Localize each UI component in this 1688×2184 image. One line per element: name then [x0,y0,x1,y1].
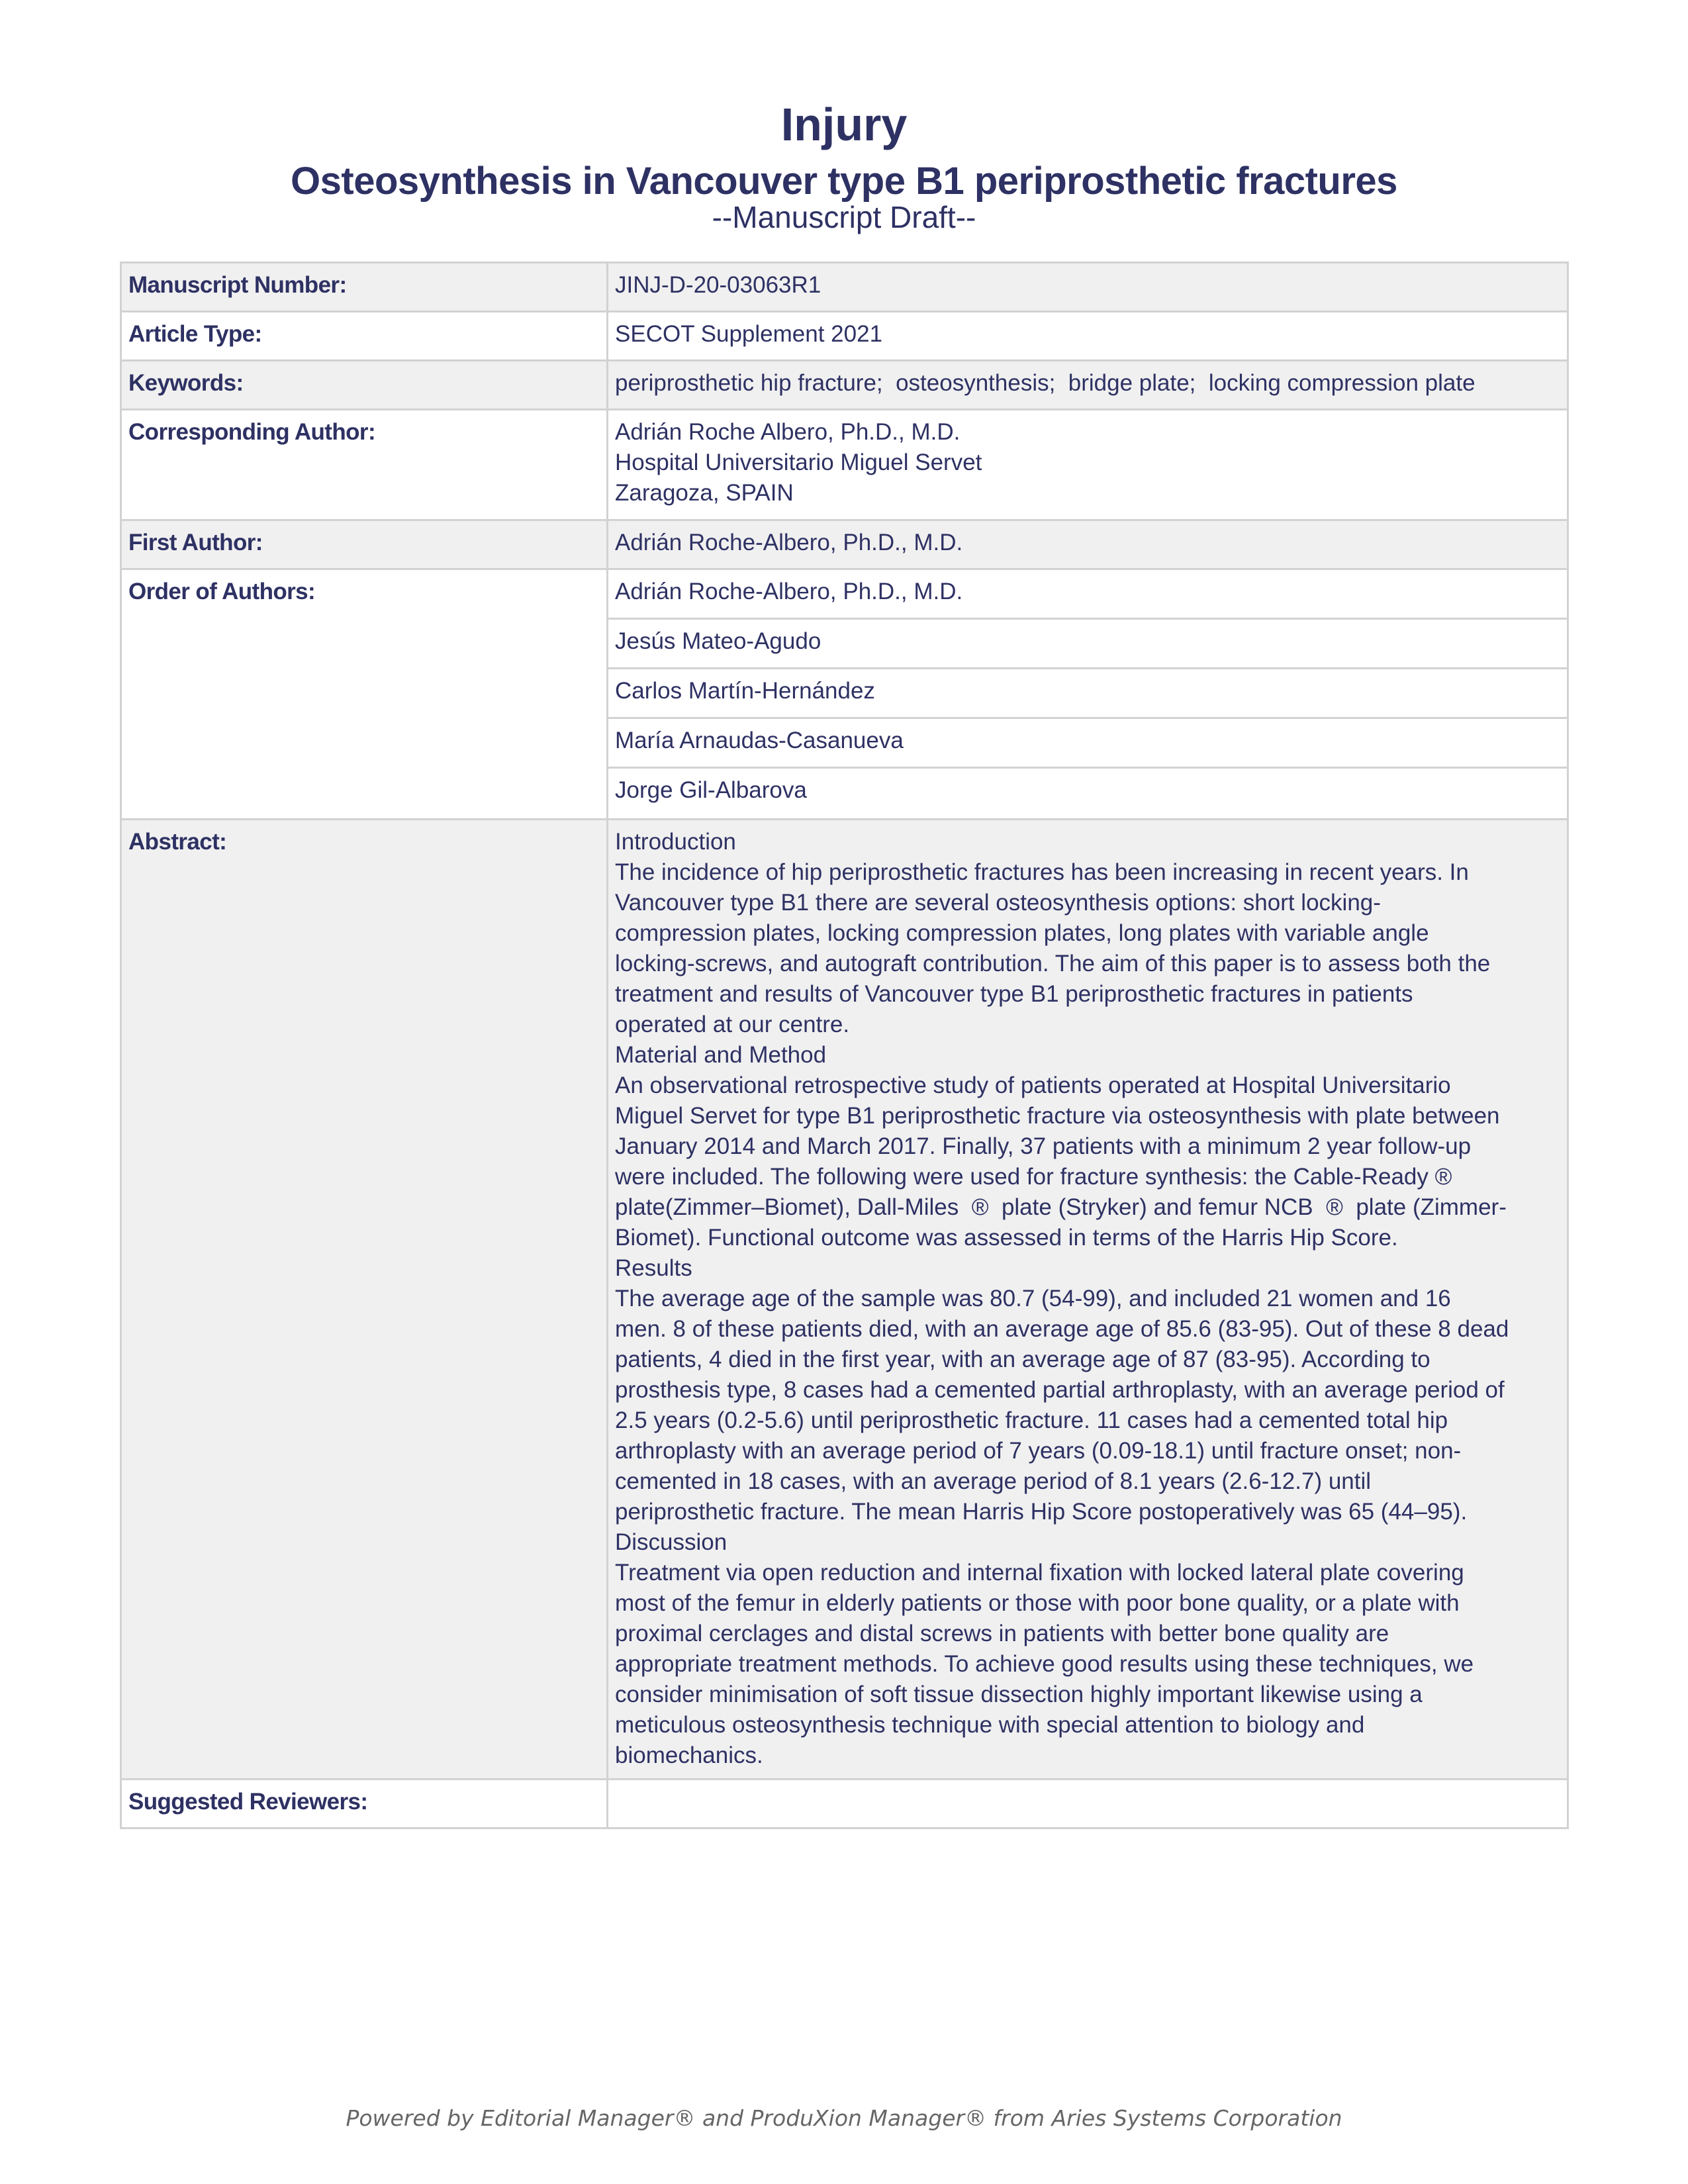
abstract-heading-discussion: Discussion [615,1529,727,1555]
label-suggested-reviewers: Suggested Reviewers: [121,1780,608,1828]
abstract-line: appropriate treatment methods. To achieve good results using these techniques, we [615,1651,1474,1677]
abstract-line: Biomet). Functional outcome was assessed in terms of the Harris Hip Score. [615,1225,1398,1251]
label-keywords: Keywords: [121,361,608,410]
author-item: Jesús Mateo-Agudo [608,620,1567,669]
footer-powered-by: Powered by Editorial Manager® and ProduXion Manager® from Aries Systems Corporation [346,2105,1342,2131]
abstract-line: men. 8 of these patients died, with an average age of 85.6 (83-95). Out of these 8 dead [615,1316,1509,1342]
value-article-type: SECOT Supplement 2021 [608,312,1568,361]
abstract-line: treatment and results of Vancouver type B1 periprosthetic fractures in patients [615,981,1413,1007]
author-item: Adrián Roche-Albero, Ph.D., M.D. [608,570,1567,620]
abstract-heading-introduction: Introduction [615,829,736,855]
abstract-heading-material-method: Material and Method [615,1042,827,1068]
abstract-line: The average age of the sample was 80.7 (54-99), and included 21 women and 16 [615,1286,1451,1311]
value-abstract [608,820,1568,1780]
row-keywords [121,361,1568,410]
abstract-line: The incidence of hip periprosthetic fractures has been increasing in recent years. In [615,859,1469,885]
label-article-type: Article Type: [121,312,608,361]
abstract-line: locking-screws, and autograft contribution. The aim of this paper is to assess both the [615,951,1491,976]
row-manuscript-number [121,263,1568,312]
abstract-heading-results: Results [615,1255,692,1281]
row-suggested-reviewers [121,1780,1568,1828]
abstract-line: were included. The following were used for fracture synthesis: the Cable-Ready ® [615,1164,1452,1190]
value-first-author: Adrián Roche-Albero, Ph.D., M.D. [608,520,1568,569]
abstract-line: 2.5 years (0.2-5.6) until periprosthetic fracture. 11 cases had a cemented total hip [615,1407,1448,1433]
label-first-author: First Author: [121,520,608,569]
author-list [608,570,1567,818]
corresponding-author-location: Zaragoza, SPAIN [615,480,794,506]
row-first-author [121,520,1568,569]
abstract-line: prosthesis type, 8 cases had a cemented partial arthroplasty, with an average period of [615,1377,1505,1403]
abstract-line: An observational retrospective study of patients operated at Hospital Universitario [615,1072,1451,1098]
abstract-line: operated at our centre. [615,1012,850,1037]
abstract-line: most of the femur in elderly patients or those with poor bone quality, or a plate with [615,1590,1460,1616]
corresponding-author-name: Adrián Roche Albero, Ph.D., M.D. [615,419,961,445]
abstract-line: meticulous osteosynthesis technique with special attention to biology and [615,1712,1365,1738]
row-order-of-authors [121,569,1568,820]
label-corresponding-author: Corresponding Author: [121,410,608,520]
label-order-of-authors: Order of Authors: [121,569,608,820]
abstract-line: biomechanics. [615,1742,763,1768]
row-abstract [121,820,1568,1780]
author-item: María Arnaudas-Casanueva [608,719,1567,769]
value-order-of-authors [608,569,1568,820]
value-corresponding-author [608,410,1568,520]
draft-status: --Manuscript Draft-- [712,200,976,234]
abstract-line: cemented in 18 cases, with an average period of 8.1 years (2.6-12.7) until [615,1468,1372,1494]
row-corresponding-author [121,410,1568,520]
abstract-line: plate(Zimmer–Biomet), Dall-Miles ® plate (Stryker) and femur NCB ® plate (Zimmer- [615,1194,1507,1220]
abstract-line: proximal cerclages and distal screws in patients with better bone quality are [615,1621,1389,1646]
manuscript-metadata-table [120,261,1569,1829]
abstract-line: patients, 4 died in the first year, with an average age of 87 (83-95). According to [615,1347,1430,1372]
abstract-line: periprosthetic fracture. The mean Harris Hip Score postoperatively was 65 (44–95). [615,1499,1468,1525]
label-manuscript-number: Manuscript Number: [121,263,608,312]
abstract-line: Treatment via open reduction and internal fixation with locked lateral plate covering [615,1560,1464,1586]
abstract-line: compression plates, locking compression plates, long plates with variable angle [615,920,1429,946]
label-abstract: Abstract: [121,820,608,1780]
value-keywords: periprosthetic hip fracture; osteosynthesis; bridge plate; locking compression plate [608,361,1568,410]
row-article-type [121,312,1568,361]
corresponding-author-institution: Hospital Universitario Miguel Servet [615,450,982,475]
author-item: Carlos Martín-Hernández [608,669,1567,719]
abstract-line: arthroplasty with an average period of 7 years (0.09-18.1) until fracture onset; non- [615,1438,1462,1464]
abstract-line: Vancouver type B1 there are several osteosynthesis options: short locking- [615,890,1381,916]
value-manuscript-number: JINJ-D-20-03063R1 [608,263,1568,312]
journal-title: Injury [780,99,908,150]
author-item: Jorge Gil-Albarova [615,777,807,803]
abstract-line: consider minimisation of soft tissue dissection highly important likewise using a [615,1682,1423,1707]
value-suggested-reviewers [608,1780,1568,1828]
abstract-line: January 2014 and March 2017. Finally, 37 patients with a minimum 2 year follow-up [615,1133,1472,1159]
abstract-line: Miguel Servet for type B1 periprosthetic fracture via osteosynthesis with plate between [615,1103,1500,1129]
manuscript-title: Osteosynthesis in Vancouver type B1 periprosthetic fractures [291,160,1397,203]
